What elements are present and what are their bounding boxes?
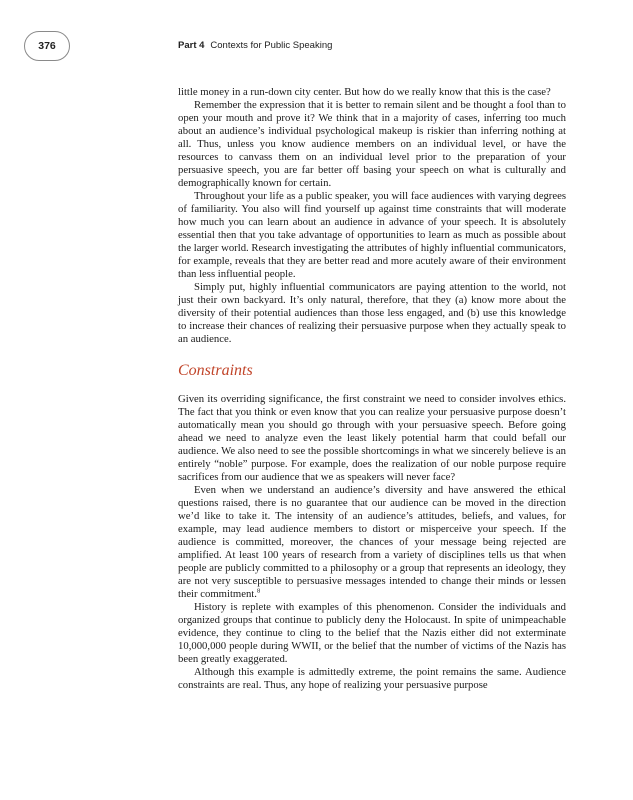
paragraph: Simply put, highly influential communicators are paying attention to the world, not just their own backyard. It’s only natural, therefore, that they (a) know more about the diversity of their potential audiences than those less engaged, and (b) use this knowledge to increase their chances of realizing their persuasive purpose when they actually speak to an audience. bbox=[178, 281, 566, 345]
paragraph: Remember the expression that it is better to remain silent and be thought a fool than to open your mouth and prove it? We think that in a majority of cases, inferring too much about an audience’s individual psychological makeup is riskier than inferring nothing at all. Thus, unless you know audience members on an individual level, or have the resources to canvass them on an individual level prior to the preparation of your persuasive speech, you are far better off basing your speech on what is culturally and demographically known for certain. bbox=[178, 99, 566, 189]
running-head-title: Contexts for Public Speaking bbox=[210, 40, 333, 51]
paragraph: Although this example is admittedly extreme, the point remains the same. Audience constraints are real. Thus, any hope of realizing your persuasive purpose bbox=[178, 666, 566, 691]
paragraph: Given its overriding significance, the first constraint we need to consider involves ethics. The fact that you think or even know that you can realize your persuasive purpose doesn’t automatically mean you should go through with your persuasive speech. Before going ahead we need to analyze even the least likely potential harm that could befall our audience. We also need to see the possible shortcomings in what we sincerely believe is an entirely “noble” purpose. For example, does the realization of our noble purpose require sacrifices from our audience that we as speakers will never face? bbox=[178, 393, 566, 483]
body-text bbox=[178, 86, 566, 692]
paragraph-text: Even when we understand an audience’s diversity and have answered the ethical questions raised, there is no guarantee that our audience can be moved in the direction we’d like to take it. The intensity of an audience’s attitudes, beliefs, and values, for example, may lead audience members to distort or misperceive your speech. If the audience is committed, moreover, the chances of your message being rejected are amplified. At least 100 years of research from a variety of disciplines tells us that when people are publicly committed to a philosophy or a group that represents an ideology, they are not very susceptible to persuasive messages intended to change their minds or lessen their commitment. bbox=[178, 484, 566, 600]
paragraph bbox=[178, 484, 566, 601]
paragraph: History is replete with examples of this phenomenon. Consider the individuals and organized groups that continue to publicly deny the Holocaust. In spite of unimpeachable evidence, they continue to cling to the belief that the Nazis either did not exterminate 10,000,000 people during WWII, or the belief that the number of victims of the Nazis has been greatly exaggerated. bbox=[178, 601, 566, 665]
page-number: 376 bbox=[38, 40, 56, 52]
running-head bbox=[178, 40, 332, 51]
paragraph: Throughout your life as a public speaker, you will face audiences with varying degrees of familiarity. You also will find yourself up against time constraints that will moderate how much you can learn about an audience in advance of your speech. It is absolutely essential then that you take advantage of opportunities to learn as much as possible about the larger world. Research investigating the attributes of highly influential communicators, for example, reveals that they are better read and more acutely aware of their environment than less influential people. bbox=[178, 190, 567, 280]
section-heading: Constraints bbox=[178, 362, 253, 379]
footnote-reference: 8 bbox=[256, 587, 261, 595]
paragraph: little money in a run-down city center. But how do we really know that this is the case? bbox=[178, 86, 551, 98]
page-number-badge bbox=[24, 31, 70, 61]
part-label: Part 4 bbox=[178, 40, 205, 51]
